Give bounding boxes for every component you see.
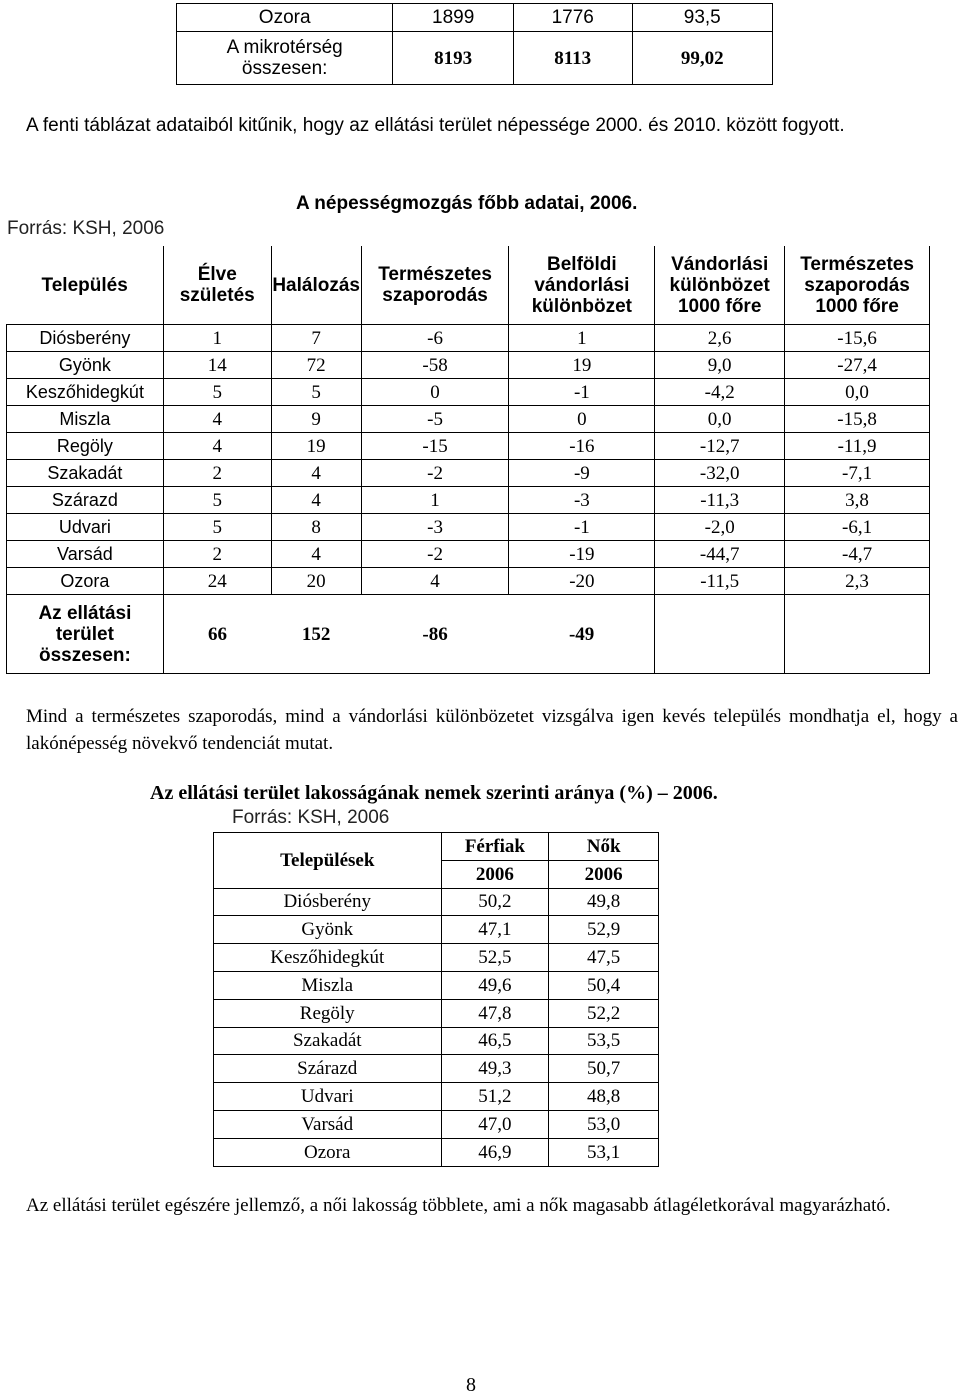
value-cell: 9,0	[655, 352, 785, 379]
settlement-name: Udvari	[214, 1083, 442, 1111]
settlement-name: Keszőhidegkút	[214, 944, 442, 972]
value-cell: 9	[271, 406, 361, 433]
table-row	[214, 916, 659, 944]
settlement-name: Szakadát	[214, 1027, 442, 1055]
header-migration-rate	[655, 246, 785, 325]
table-row	[214, 1110, 659, 1138]
total-deaths: 152	[271, 595, 361, 674]
value-cell: 49,6	[441, 971, 549, 999]
table-row	[214, 1027, 659, 1055]
settlement-name: Diósberény	[214, 888, 442, 916]
table-source: Forrás: KSH, 2006	[7, 218, 165, 239]
value-cell: 53,1	[549, 1138, 659, 1166]
header-line: vándorlási	[534, 274, 630, 296]
table-title-sex-ratio: Az ellátási terület lakosságának nemek szerinti aránya (%) – 2006.	[150, 782, 718, 804]
table-row	[214, 888, 659, 916]
mikroterseg-summary-table	[176, 3, 773, 85]
paragraph-female-surplus	[26, 1192, 958, 1219]
value-cell: 4	[163, 433, 271, 460]
settlement-name: Ozora	[177, 4, 393, 32]
header-settlement: Település	[7, 246, 164, 325]
page-number: 8	[466, 1374, 476, 1396]
header-line: 1000 főre	[815, 295, 899, 317]
value-cell: 53,5	[549, 1027, 659, 1055]
value-cell: 4	[163, 406, 271, 433]
value-cell: -58	[361, 352, 509, 379]
value-cell: -32,0	[655, 460, 785, 487]
table-row	[7, 352, 930, 379]
value-cell: 2	[163, 460, 271, 487]
value-cell: -11,9	[785, 433, 930, 460]
value-cell: -27,4	[785, 352, 930, 379]
settlement-name: Regöly	[214, 999, 442, 1027]
value-cell: 0	[509, 406, 655, 433]
settlement-name: Ozora	[7, 568, 164, 595]
value-cell: -4,7	[785, 541, 930, 568]
value-cell: 5	[163, 514, 271, 541]
value-cell: -1	[509, 379, 655, 406]
header-men: Férfiak	[441, 833, 549, 861]
table-header-row	[214, 833, 659, 861]
value-cell: 0,0	[785, 379, 930, 406]
value-cell: -4,2	[655, 379, 785, 406]
value-cell: 8113	[513, 32, 632, 85]
table-body	[7, 325, 930, 595]
value-cell: 1899	[393, 4, 514, 32]
value-cell: 1776	[513, 4, 632, 32]
header-line: különbözet	[669, 274, 770, 296]
header-births	[163, 246, 271, 325]
value-cell: 51,2	[441, 1083, 549, 1111]
value-cell: -15	[361, 433, 509, 460]
value-cell: 1	[361, 487, 509, 514]
settlement-name: Diósberény	[7, 325, 164, 352]
header-line: Természetes	[800, 253, 914, 275]
settlement-name: Keszőhidegkút	[7, 379, 164, 406]
value-cell: 5	[163, 379, 271, 406]
value-cell: -9	[509, 460, 655, 487]
value-cell: 52,2	[549, 999, 659, 1027]
total-migration: -49	[509, 595, 655, 674]
value-cell: 0	[361, 379, 509, 406]
value-cell: -11,5	[655, 568, 785, 595]
value-cell: 47,1	[441, 916, 549, 944]
settlement-name: Szárazd	[7, 487, 164, 514]
value-cell: 2	[163, 541, 271, 568]
value-cell: 3,8	[785, 487, 930, 514]
table-header-row	[7, 246, 930, 325]
total-natural-rate	[785, 595, 930, 674]
value-cell: 20	[271, 568, 361, 595]
settlement-name: Regöly	[7, 433, 164, 460]
value-cell: 19	[509, 352, 655, 379]
value-cell: 7	[271, 325, 361, 352]
value-cell: -3	[509, 487, 655, 514]
table-row	[177, 4, 773, 32]
value-cell: 99,02	[632, 32, 773, 85]
value-cell: -5	[361, 406, 509, 433]
value-cell: 5	[163, 487, 271, 514]
value-cell: 19	[271, 433, 361, 460]
header-settlements: Települések	[214, 833, 442, 889]
value-cell: 4	[271, 460, 361, 487]
header-line: születés	[179, 285, 255, 306]
table-row	[7, 460, 930, 487]
table-row	[214, 1138, 659, 1166]
table-row	[7, 514, 930, 541]
settlement-name: Szárazd	[214, 1055, 442, 1083]
header-line: különbözet	[531, 295, 632, 317]
total-label-line: terület	[55, 623, 114, 645]
value-cell: 50,2	[441, 888, 549, 916]
table-row	[214, 971, 659, 999]
table-row	[7, 406, 930, 433]
value-cell: 1	[163, 325, 271, 352]
table-row	[214, 1055, 659, 1083]
value-cell: 50,4	[549, 971, 659, 999]
header-year: 2006	[549, 860, 659, 888]
value-cell: 2,3	[785, 568, 930, 595]
settlement-name: Udvari	[7, 514, 164, 541]
value-cell: 52,5	[441, 944, 549, 972]
table-title-population-movement: A népességmozgás főbb adatai, 2006.	[296, 193, 638, 214]
value-cell: 93,5	[632, 4, 773, 32]
table-row	[7, 541, 930, 568]
value-cell: -2,0	[655, 514, 785, 541]
header-line: Élve	[197, 264, 237, 285]
paragraph-population-decline: A fenti táblázat adataiból kitűnik, hogy az ellátási terület népessége 2000. és 2010. között fogyott.	[26, 115, 845, 136]
value-cell: 47,5	[549, 944, 659, 972]
value-cell: -3	[361, 514, 509, 541]
settlement-name: Gyönk	[214, 916, 442, 944]
value-cell: -7,1	[785, 460, 930, 487]
header-line: Belföldi	[547, 253, 617, 275]
value-cell: 48,8	[549, 1083, 659, 1111]
total-label-line: összesen:	[241, 58, 328, 79]
value-cell: 49,3	[441, 1055, 549, 1083]
value-cell: 4	[271, 487, 361, 514]
settlement-name: Varsád	[7, 541, 164, 568]
value-cell: -1	[509, 514, 655, 541]
value-cell: 52,9	[549, 916, 659, 944]
table-row	[7, 325, 930, 352]
table-body	[214, 888, 659, 1166]
header-women: Nők	[549, 833, 659, 861]
total-label-line: összesen:	[38, 644, 131, 666]
total-label	[177, 32, 393, 85]
value-cell: -11,3	[655, 487, 785, 514]
table-row-total	[177, 32, 773, 85]
value-cell: -16	[509, 433, 655, 460]
value-cell: 5	[271, 379, 361, 406]
header-migration	[509, 246, 655, 325]
total-natural: -86	[361, 595, 509, 674]
value-cell: 0,0	[655, 406, 785, 433]
value-cell: 72	[271, 352, 361, 379]
paragraph-text: Az ellátási terület egészére jellemző, a női lakosság többlete, ami a nők magasabb átlagéletkorával magyarázható.	[26, 1195, 891, 1216]
settlement-name: Szakadát	[7, 460, 164, 487]
table-row	[7, 433, 930, 460]
header-line: 1000 főre	[677, 295, 762, 317]
value-cell: -20	[509, 568, 655, 595]
header-line: Természetes	[378, 264, 492, 285]
value-cell: 46,9	[441, 1138, 549, 1166]
sex-ratio-table	[213, 832, 659, 1167]
header-year: 2006	[441, 860, 549, 888]
table-row	[214, 944, 659, 972]
header-line: szaporodás	[382, 285, 488, 306]
population-movement-table	[6, 246, 930, 674]
total-label-line: A mikrotérség	[226, 37, 343, 58]
value-cell: 4	[271, 541, 361, 568]
value-cell: -19	[509, 541, 655, 568]
value-cell: 8193	[393, 32, 514, 85]
settlement-name: Gyönk	[7, 352, 164, 379]
table-row	[7, 379, 930, 406]
table-row-total	[7, 595, 930, 674]
settlement-name: Miszla	[7, 406, 164, 433]
value-cell: 1	[509, 325, 655, 352]
value-cell: 4	[361, 568, 509, 595]
settlement-name: Varsád	[214, 1110, 442, 1138]
value-cell: -2	[361, 460, 509, 487]
total-migration-rate	[655, 595, 785, 674]
table-row	[214, 999, 659, 1027]
value-cell: -6	[361, 325, 509, 352]
header-line: Vándorlási	[671, 253, 769, 275]
value-cell: 47,8	[441, 999, 549, 1027]
total-label	[7, 595, 164, 674]
value-cell: 49,8	[549, 888, 659, 916]
value-cell: 46,5	[441, 1027, 549, 1055]
value-cell: 47,0	[441, 1110, 549, 1138]
value-cell: 24	[163, 568, 271, 595]
settlement-name: Ozora	[214, 1138, 442, 1166]
value-cell: 14	[163, 352, 271, 379]
table-row	[7, 487, 930, 514]
header-natural-rate	[785, 246, 930, 325]
value-cell: -15,6	[785, 325, 930, 352]
paragraph-text: Mind a természetes szaporodás, mind a vándorlási különbözetet vizsgálva igen kevés település mondhatja el, hogy a lakónépesség növekvő tendenciát mutat.	[26, 706, 958, 754]
value-cell: -2	[361, 541, 509, 568]
value-cell: 2,6	[655, 325, 785, 352]
header-line: szaporodás	[804, 274, 910, 296]
value-cell: 53,0	[549, 1110, 659, 1138]
table-source: Forrás: KSH, 2006	[232, 807, 390, 828]
total-label-line: Az ellátási	[38, 602, 132, 624]
value-cell: -44,7	[655, 541, 785, 568]
header-natural	[361, 246, 509, 325]
settlement-name: Miszla	[214, 971, 442, 999]
value-cell: -6,1	[785, 514, 930, 541]
value-cell: 50,7	[549, 1055, 659, 1083]
value-cell: 8	[271, 514, 361, 541]
total-births: 66	[163, 595, 271, 674]
paragraph-migration-analysis	[26, 703, 958, 757]
value-cell: -12,7	[655, 433, 785, 460]
value-cell: -15,8	[785, 406, 930, 433]
table-row	[7, 568, 930, 595]
header-deaths: Halálozás	[271, 246, 361, 325]
table-row	[214, 1083, 659, 1111]
